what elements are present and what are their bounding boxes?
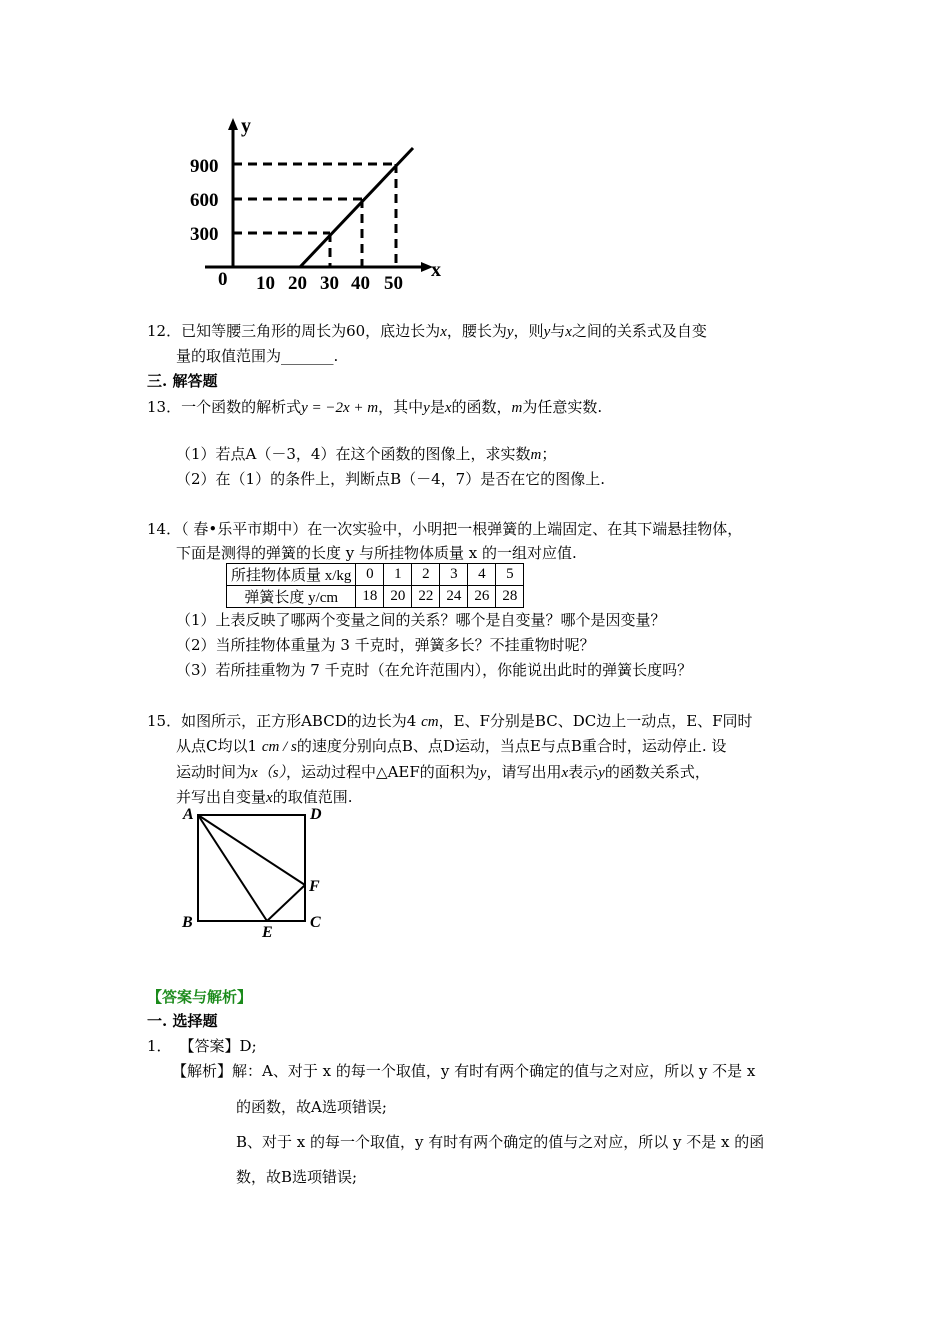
table-cell: 22 bbox=[412, 586, 440, 608]
var-y: y bbox=[423, 400, 430, 416]
var-x: x bbox=[561, 765, 569, 781]
q14-part1: （1）上表反映了哪两个变量之间的关系？哪个是自变量？哪个是因变量？ bbox=[176, 611, 666, 629]
answer-1-explanation-l3: B、对于 x 的每一个取值，y 有时有两个确定的值与之对应，所以 y 不是 x 的函 bbox=[236, 1133, 765, 1151]
vertex-d-label: D bbox=[310, 806, 322, 823]
table-cell: 2 bbox=[412, 564, 440, 586]
segment-ae bbox=[198, 815, 267, 921]
unit-cm-per-s: cm / s bbox=[261, 739, 297, 755]
var-y: y bbox=[543, 324, 551, 340]
table-cell: 28 bbox=[496, 586, 524, 608]
answers-title: 【答案与解析】 bbox=[147, 988, 253, 1006]
origin-label: 0 bbox=[218, 269, 228, 290]
answer-1-number: 1． bbox=[147, 1037, 172, 1055]
table-row bbox=[227, 564, 524, 586]
var-y: y bbox=[479, 765, 487, 781]
q14-number: 14． bbox=[147, 520, 182, 538]
q13-text: 一个函数的解析式 bbox=[181, 398, 302, 416]
var-x: x bbox=[440, 324, 447, 340]
point-f-label: F bbox=[309, 878, 320, 895]
x-tick-30: 30 bbox=[320, 273, 339, 294]
q15-text: 的函数关系式， bbox=[604, 763, 710, 781]
q14-part3: （3）若所挂重物为 7 千克时（在允许范围内），你能说出此时的弹簧长度吗？ bbox=[176, 661, 693, 679]
q14-part2: （2）当所挂物体重量为 3 千克时，弹簧多长？不挂重物时呢？ bbox=[176, 636, 595, 654]
unit-s: （s） bbox=[257, 765, 287, 781]
answer-1-explanation-l2: 的函数，故A选项错误; bbox=[236, 1098, 387, 1116]
q14-data-table bbox=[226, 563, 524, 608]
q13-part1-text: ； bbox=[541, 445, 557, 463]
q15-number: 15． bbox=[147, 712, 182, 730]
answer-1-explanation-l4: 数，故B选项错误; bbox=[236, 1168, 358, 1186]
x-tick-10: 10 bbox=[256, 273, 275, 294]
q14-text: （ 春•乐平市期中）在一次实验中，小明把一根弹簧的上端固定、在其下端悬挂物体， bbox=[181, 520, 743, 538]
q13-part2: （2）在（1）的条件上，判断点B（－4，7）是否在它的图像上. bbox=[176, 470, 605, 488]
table-header-mass: 所挂物体质量 x/kg bbox=[227, 564, 356, 586]
q13-number: 13． bbox=[147, 398, 182, 416]
var-m: m bbox=[530, 447, 542, 463]
square-abcd bbox=[198, 815, 305, 921]
vertex-a-label: A bbox=[183, 806, 194, 823]
q15-text: ，运动过程中△AEF的面积为 bbox=[286, 763, 480, 781]
table-cell: 1 bbox=[384, 564, 412, 586]
var-y: y bbox=[598, 765, 605, 781]
q15-text: 从点C均以1 bbox=[176, 737, 258, 755]
x-tick-50: 50 bbox=[384, 273, 403, 294]
answer-1-line bbox=[147, 1035, 257, 1056]
q15-line4 bbox=[176, 786, 352, 807]
q15-text: 的取值范围. bbox=[272, 788, 353, 806]
q15-text: 的速度分别向点B、点D运动，当点E与点B重合时，运动停止. 设 bbox=[296, 737, 727, 755]
q15-text: ，请写出用 bbox=[486, 763, 562, 781]
table-cell: 20 bbox=[384, 586, 412, 608]
q12-text: ，则 bbox=[513, 322, 544, 340]
y-tick-300: 300 bbox=[190, 224, 219, 245]
var-x: x bbox=[444, 400, 452, 416]
var-y: y bbox=[506, 324, 514, 340]
explanation-label: 【解析】 bbox=[172, 1062, 233, 1080]
q13-part1 bbox=[176, 443, 556, 464]
q12-line1 bbox=[147, 320, 707, 341]
var-m: m bbox=[511, 400, 523, 416]
q15-text: ，E、F分别是BC、DC边上一动点，E、F同时 bbox=[438, 712, 753, 730]
q15-text: 运动时间为 bbox=[176, 763, 252, 781]
answer-1-explanation bbox=[172, 1060, 755, 1081]
y-axis-label: y bbox=[241, 115, 251, 137]
table-header-length: 弹簧长度 y/cm bbox=[227, 586, 356, 608]
q15-text: 如图所示，正方形ABCD的边长为4 bbox=[181, 712, 417, 730]
y-tick-600: 600 bbox=[190, 190, 219, 211]
q13-formula: y = −2x + m bbox=[301, 400, 379, 416]
square-figure bbox=[178, 805, 328, 937]
var-x: x bbox=[251, 765, 258, 781]
q12-text: 与 bbox=[550, 322, 566, 340]
x-axis-label: x bbox=[431, 259, 441, 281]
segment-ef bbox=[267, 885, 305, 921]
table-cell: 18 bbox=[356, 586, 384, 608]
section-heading-3: 三. 解答题 bbox=[147, 372, 218, 390]
table-cell: 5 bbox=[496, 564, 524, 586]
table-cell: 0 bbox=[356, 564, 384, 586]
y-axis-arrow bbox=[228, 118, 238, 130]
x-tick-40: 40 bbox=[351, 273, 370, 294]
q15-line1 bbox=[147, 710, 753, 731]
q12-text: 已知等腰三角形的周长为60，底边长为 bbox=[181, 322, 441, 340]
function-line bbox=[300, 148, 413, 267]
q14-line1 bbox=[147, 518, 742, 539]
q12-line2: 量的取值范围为_______. bbox=[176, 347, 339, 365]
q12-text: 之间的关系式及自变 bbox=[571, 322, 707, 340]
table-cell: 24 bbox=[440, 586, 468, 608]
q13-part1-text: （1）若点A（－3，4）在这个函数的图像上，求实数 bbox=[176, 445, 531, 463]
q12-number: 12． bbox=[147, 322, 182, 340]
point-e-label: E bbox=[262, 924, 273, 937]
q12-text: ，腰长为 bbox=[446, 322, 507, 340]
vertex-b-label: B bbox=[182, 914, 193, 931]
answers-section-1: 一. 选择题 bbox=[147, 1012, 218, 1030]
q14-line2: 下面是测得的弹簧的长度 y 与所挂物体质量 x 的一组对应值. bbox=[176, 544, 577, 562]
var-x: x bbox=[565, 324, 572, 340]
q15-line2 bbox=[176, 735, 726, 756]
answer-1-value: 【答案】D; bbox=[179, 1037, 257, 1055]
q13-text: 为任意实数. bbox=[522, 398, 603, 416]
explanation-text: 解：A、对于 x 的每一个取值，y 有时有两个确定的值与之对应，所以 y 不是 x bbox=[232, 1062, 756, 1080]
table-row bbox=[227, 586, 524, 608]
x-tick-20: 20 bbox=[288, 273, 307, 294]
q13-text: 是 bbox=[429, 398, 445, 416]
q15-line3 bbox=[176, 761, 710, 782]
var-x: x bbox=[266, 790, 273, 806]
vertex-c-label: C bbox=[310, 914, 321, 931]
q15-text: 表示 bbox=[568, 763, 599, 781]
table-cell: 4 bbox=[468, 564, 496, 586]
q13-text: 的函数， bbox=[451, 398, 512, 416]
segment-af bbox=[198, 815, 305, 885]
y-tick-900: 900 bbox=[190, 156, 219, 177]
q15-text: 并写出自变量 bbox=[176, 788, 267, 806]
q13-line1 bbox=[147, 396, 602, 417]
q13-text: ，其中 bbox=[378, 398, 424, 416]
unit-cm: cm bbox=[421, 714, 439, 730]
table-cell: 3 bbox=[440, 564, 468, 586]
table-cell: 26 bbox=[468, 586, 496, 608]
function-graph bbox=[185, 112, 450, 297]
